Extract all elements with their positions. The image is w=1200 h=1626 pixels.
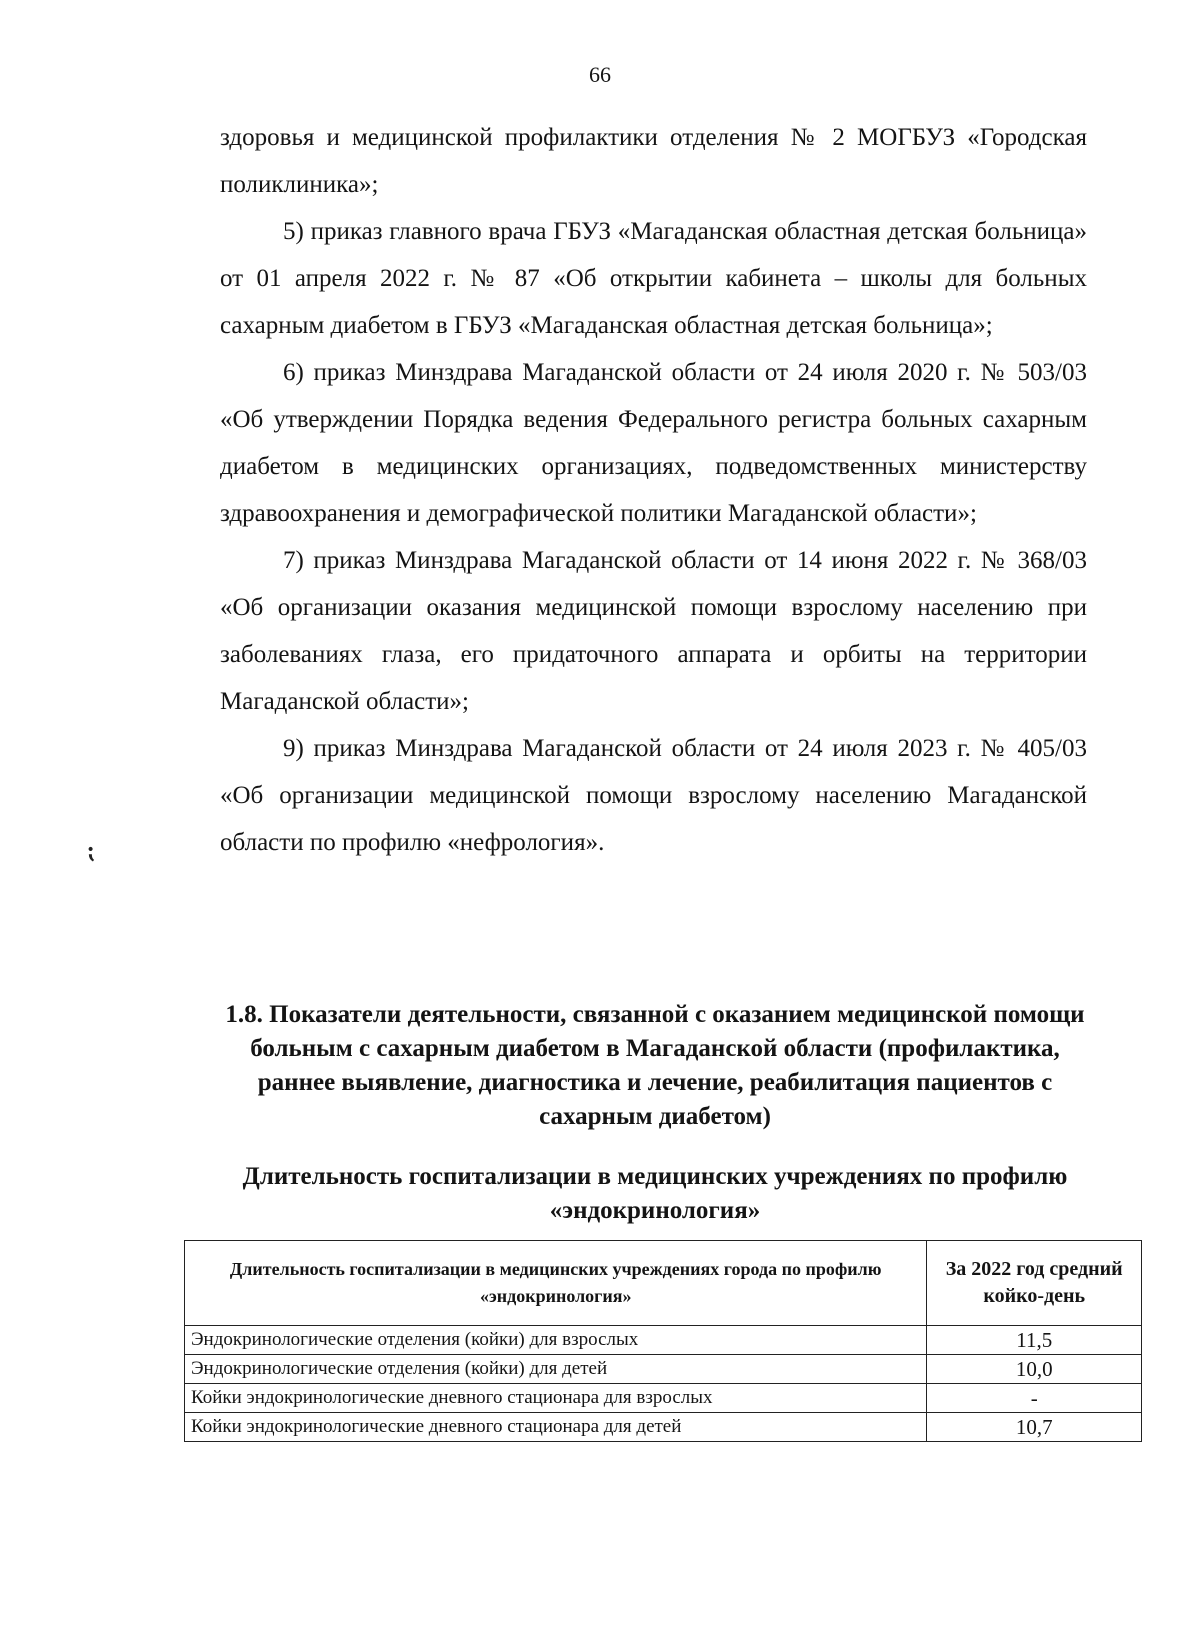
- table-row: [185, 1413, 1142, 1442]
- row-label: Койки эндокринологические дневного стационара для взрослых: [185, 1384, 927, 1413]
- row-value: 10,0: [927, 1355, 1142, 1384]
- row-value: 11,5: [927, 1326, 1142, 1355]
- table-row: [185, 1384, 1142, 1413]
- hospitalization-table: [184, 1240, 1142, 1442]
- scan-artifact-mark: ⁏: [88, 838, 97, 863]
- section-heading: 1.8. Показатели деятельности, связанной с оказанием медицинской помощи больным с сахарным диабетом в Магаданской области (профилактика, раннее выявление, диагностика и лечение, реабилитация пациентов с сахарным диабетом): [225, 1001, 1085, 1130]
- body-text: [220, 114, 1087, 866]
- page-number: 66: [589, 62, 611, 87]
- table-row: [185, 1326, 1142, 1355]
- row-label: Койки эндокринологические дневного стационара для детей: [185, 1413, 927, 1442]
- table-header-row: [185, 1241, 1142, 1326]
- paragraph-item-6: 6) приказ Минздрава Магаданской области от 24 июля 2020 г. № 503/03 «Об утверждении Порядка ведения Федерального регистра больных сахарным диабетом в медицинских организациях, подведомственных министерству здравоохранения и демографической политики Магаданской области»;: [220, 359, 1087, 527]
- row-value: 10,7: [927, 1413, 1142, 1442]
- table-header-label: Длительность госпитализации в медицинских учреждениях города по профилю «эндокринология»: [185, 1241, 927, 1326]
- table-heading: Длительность госпитализации в медицинских учреждениях по профилю «эндокринология»: [242, 1163, 1068, 1224]
- paragraph-continuation: здоровья и медицинской профилактики отделения № 2 МОГБУЗ «Городская поликлиника»;: [220, 124, 1087, 198]
- paragraph-item-7: 7) приказ Минздрава Магаданской области от 14 июня 2022 г. № 368/03 «Об организации оказания медицинской помощи взрослому населению при заболеваниях глаза, его придаточного аппарата и орбиты на территории Магаданской области»;: [220, 547, 1087, 715]
- row-label: Эндокринологические отделения (койки) для детей: [185, 1355, 927, 1384]
- paragraph-item-5: 5) приказ главного врача ГБУЗ «Магаданская областная детская больница» от 01 апреля 2022 г. № 87 «Об открытии кабинета – школы для больных сахарным диабетом в ГБУЗ «Магаданская областная детская больница»;: [220, 218, 1087, 339]
- table-header-value: За 2022 год средний койко-день: [927, 1241, 1142, 1326]
- row-value: -: [927, 1384, 1142, 1413]
- row-label: Эндокринологические отделения (койки) для взрослых: [185, 1326, 927, 1355]
- paragraph-item-9: 9) приказ Минздрава Магаданской области от 24 июля 2023 г. № 405/03 «Об организации медицинской помощи взрослому населению Магаданской области по профилю «нефрология».: [220, 735, 1087, 856]
- table-row: [185, 1355, 1142, 1384]
